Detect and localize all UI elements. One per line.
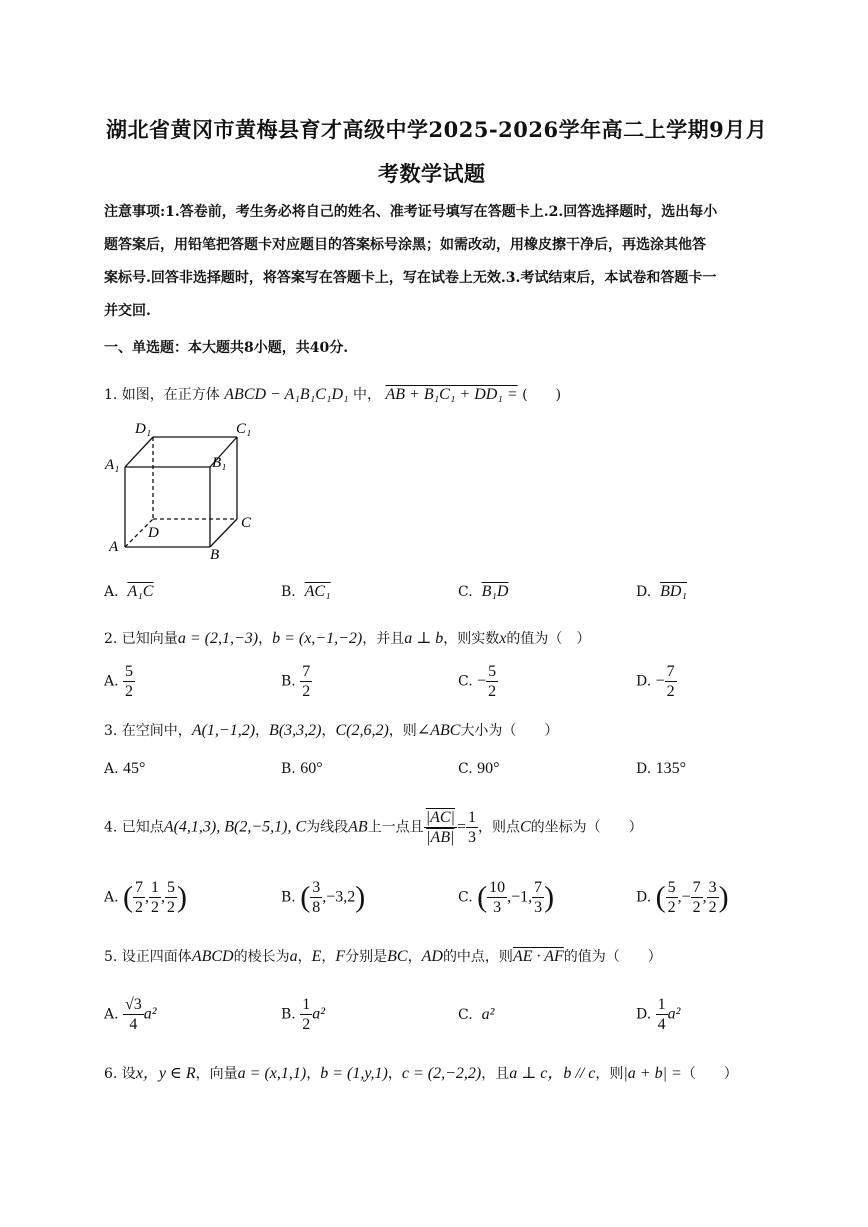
notice-line2: 题答案后，用铅笔把答题卡对应题目的答案标号涂黑；如需改动，用橡皮擦干净后，再选涂其他答: [104, 237, 706, 253]
cube-figure: [100, 415, 270, 565]
q1-option-a[interactable]: A. A₁C: [104, 583, 154, 600]
q3-option-b[interactable]: B. 60°: [281, 760, 323, 777]
q5-option-c[interactable]: C. a²: [458, 1006, 495, 1023]
section-heading: 一、单选题：本大题共8小题，共40分.: [104, 340, 349, 356]
q2-option-b[interactable]: B. $\frac{7}{2}$: [281, 663, 311, 700]
q4-option-b[interactable]: B. ( $\frac{3}{8}$ ,−3,2): [281, 879, 366, 916]
label-b: B: [210, 547, 220, 563]
notice-line3: 案标号.回答非选择题时，将答案写在答题卡上，写在试卷上无效.3.考试结束后，本试卷和答题卡一: [104, 270, 717, 286]
q3-option-c[interactable]: C. 90°: [458, 760, 500, 777]
question-1: [104, 384, 561, 404]
q2-vec-a: a = (2,1,−3): [177, 630, 259, 647]
q3-option-d[interactable]: D. 135°: [636, 760, 687, 777]
q4-option-c[interactable]: C. ( $\frac{10}{3}$ ,−1, $\frac{7}{3}$ ): [458, 879, 555, 916]
question-2: 2. 已知向量a = (2,1,−3)，b = (x,−1,−2)，并且a ⊥ b，则实数x的值为（ ）: [104, 630, 591, 647]
q1-num: 1. 如图，在正方体: [104, 387, 220, 403]
notice-line1: 注意事项:1.答卷前，考生务必将自己的姓名、准考证号填写在答题卡上.2.回答选择题时，选出每小: [104, 204, 718, 220]
q1-option-b[interactable]: B. AC₁: [281, 583, 331, 600]
q5-option-d[interactable]: D. $\frac{1}{4}$ a²: [636, 996, 681, 1033]
q4-option-a[interactable]: A. ( $\frac{7}{2}$ , $\frac{1}{2}$ , $\frac{5}{2}$ ): [104, 879, 188, 916]
q1-mid: 中，: [353, 387, 382, 403]
question-5: 5. 设正四面体ABCD的棱长为a，E，F分别是BC，AD的中点，则AE · AF的值为（ ）: [104, 948, 662, 965]
label-c1: C₁: [236, 421, 252, 437]
question-6: 6. 设x，y ∈ R，向量a = (x,1,1)，b = (1,y,1)，c = (2,−2,2)，且a ⊥ c，b // c，则|a + b| =（ ）: [104, 1065, 738, 1082]
label-d: D: [148, 525, 159, 541]
notice-line4: 并交回.: [104, 303, 151, 319]
question-4: 4. 已知点A(4,1,3), B(2,−5,1), C为线段AB上一点且 $\frac{|AC|}{|AB|}$ = $\frac{1}{3}$ ，则点C的坐标为（ ）: [104, 809, 643, 846]
label-a1: A₁: [105, 457, 120, 473]
q1-blank: ( ): [522, 387, 562, 403]
q2-option-d[interactable]: D. − $\frac{7}{2}$: [636, 663, 675, 700]
label-a: A: [109, 539, 119, 555]
q2-option-c[interactable]: C. − $\frac{5}{2}$: [458, 663, 497, 700]
page-title-line2: 考数学试题: [378, 161, 486, 186]
q4-option-d[interactable]: D. ( $\frac{5}{2}$ ,− $\frac{7}{2}$ , $\frac{3}{2}$ ): [636, 879, 729, 916]
label-d1: D₁: [135, 421, 152, 437]
page-title-line1: 湖北省黄冈市黄梅县育才高级中学2025-2026学年高二上学期9月月: [106, 117, 768, 142]
q2-option-a[interactable]: A. $\frac{5}{2}$: [104, 663, 134, 700]
q1-option-d[interactable]: D. BD₁: [636, 583, 687, 600]
q1-cube: ABCD − A₁B₁C₁D₁: [224, 386, 349, 403]
q5-option-a[interactable]: A. $\frac{√3}{4}$ a²: [104, 996, 157, 1033]
label-b1: B₁: [212, 455, 227, 471]
q3-option-a[interactable]: A. 45°: [104, 760, 146, 777]
q2-vec-b: b = (x,−1,−2): [272, 630, 363, 647]
label-c: C: [241, 515, 252, 531]
q5-option-b[interactable]: B. $\frac{1}{2}$ a²: [281, 996, 325, 1033]
question-3: 3. 在空间中，A(1,−1,2)，B(3,3,2)，C(2,6,2)，则∠ABC大小为（ ）: [104, 722, 559, 739]
q1-expr: AB + B₁C₁ + DD₁ =: [385, 386, 518, 403]
q1-option-c[interactable]: C. B₁D: [458, 583, 509, 600]
